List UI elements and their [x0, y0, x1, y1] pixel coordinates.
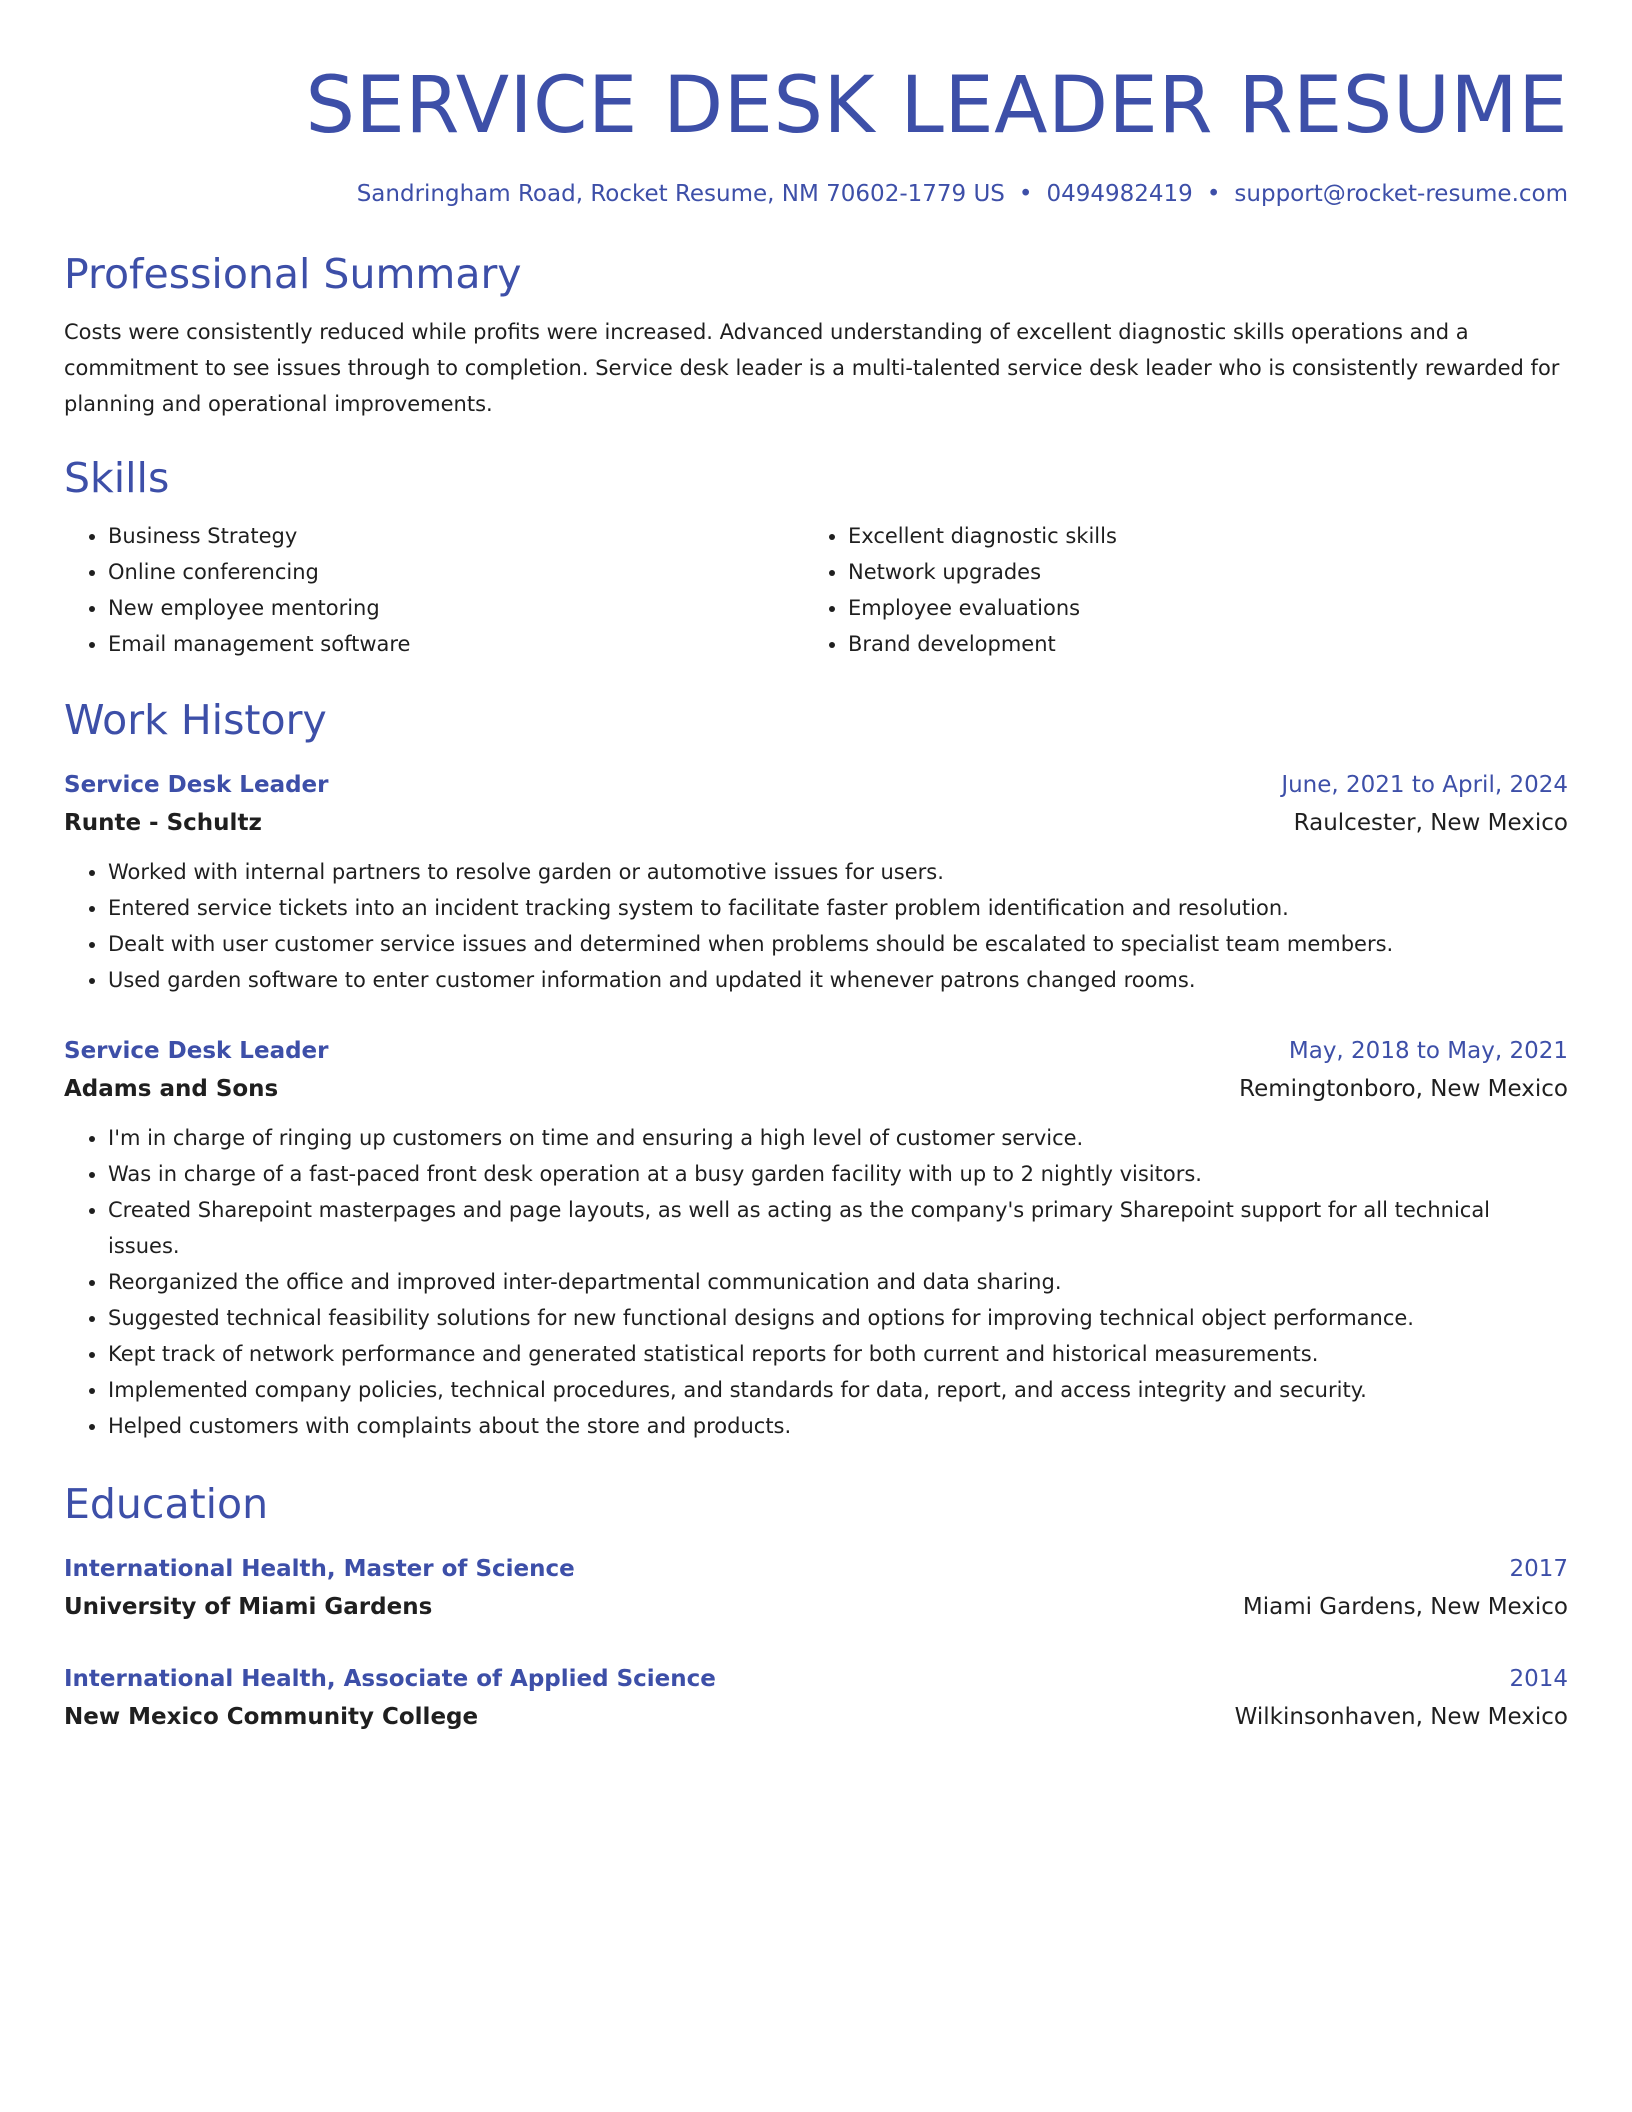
job-bullet: • Was in charge of a fast-paced front desk operation at a busy garden facility with up to 2 nightly visitors.: [108, 1156, 1568, 1192]
job-bullets: [64, 854, 1568, 998]
job-bullets: [64, 1120, 1568, 1444]
skill-item: • Employee evaluations: [848, 590, 1544, 626]
education-entry: [64, 1660, 1568, 1736]
job-location: Raulcester, New Mexico: [1293, 810, 1568, 836]
job-title-row: [64, 1032, 1568, 1070]
skills-heading: Skills: [64, 454, 170, 502]
skill-item: • Online conferencing: [108, 554, 804, 590]
job-entry: [64, 1032, 1568, 1444]
skill-item: • New employee mentoring: [108, 590, 804, 626]
degree-title: International Health, Master of Science: [64, 1556, 575, 1582]
job-bullet: • Implemented company policies, technical procedures, and standards for data, report, and access integrity and security.: [108, 1372, 1568, 1408]
job-entry: [64, 766, 1568, 998]
job-company: Adams and Sons: [64, 1076, 279, 1102]
job-dates: June, 2021 to April, 2024: [1281, 772, 1568, 798]
summary-heading: Professional Summary: [64, 250, 522, 298]
degree-row: [64, 1660, 1568, 1698]
job-company: Runte - Schultz: [64, 810, 262, 836]
job-bullet: • I'm in charge of ringing up customers on time and ensuring a high level of customer service.: [108, 1120, 1568, 1156]
education-heading: Education: [64, 1480, 269, 1528]
skills-column-right: [804, 518, 1544, 662]
job-bullet: • Reorganized the office and improved inter-departmental communication and data sharing.: [108, 1264, 1568, 1300]
job-title-row: [64, 766, 1568, 804]
school-location: Miami Gardens, New Mexico: [1242, 1594, 1568, 1620]
skill-item: • Brand development: [848, 626, 1544, 662]
skills-list: [64, 518, 1568, 662]
contact-line: [64, 178, 1568, 210]
job-bullet: • Worked with internal partners to resolve garden or automotive issues for users.: [108, 854, 1568, 890]
contact-separator: •: [1206, 181, 1221, 207]
skills-column-left: [64, 518, 804, 662]
job-bullet: • Helped customers with complaints about the store and products.: [108, 1408, 1568, 1444]
job-bullet: • Created Sharepoint masterpages and page layouts, as well as acting as the company's primary Sharepoint support for all technical issues.: [108, 1192, 1568, 1264]
degree-year: 2014: [1509, 1666, 1568, 1692]
school-location: Wilkinsonhaven, New Mexico: [1234, 1704, 1568, 1730]
job-dates: May, 2018 to May, 2021: [1288, 1038, 1568, 1064]
job-title: Service Desk Leader: [64, 772, 329, 798]
contact-phone: 0494982419: [1046, 181, 1193, 207]
degree-title: International Health, Associate of Applied Science: [64, 1666, 716, 1692]
contact-email: support@rocket-resume.com: [1234, 181, 1568, 207]
work-history-heading: Work History: [64, 696, 327, 744]
resume-header: [64, 56, 1568, 210]
job-bullet: • Kept track of network performance and generated statistical reports for both current and historical measurements.: [108, 1336, 1568, 1372]
school-row: [64, 1698, 1568, 1736]
contact-address: Sandringham Road, Rocket Resume, NM 70602-1779 US: [356, 181, 1005, 207]
skill-item: • Email management software: [108, 626, 804, 662]
summary-text: Costs were consistently reduced while profits were increased. Advanced understanding of excellent diagnostic skills operations and a commitment to see issues through to completion. Service desk leader is a multi-talented service desk leader who is consistently rewarded for planning and operational improvements.: [64, 320, 1560, 416]
school-name: University of Miami Gardens: [64, 1594, 433, 1620]
job-company-row: [64, 1070, 1568, 1108]
degree-row: [64, 1550, 1568, 1588]
skill-item: • Excellent diagnostic skills: [848, 518, 1544, 554]
job-bullet: • Dealt with user customer service issues and determined when problems should be escalated to specialist team members.: [108, 926, 1568, 962]
job-bullet: • Entered service tickets into an incident tracking system to facilitate faster problem identification and resolution.: [108, 890, 1568, 926]
job-title: Service Desk Leader: [64, 1038, 329, 1064]
school-row: [64, 1588, 1568, 1626]
school-name: New Mexico Community College: [64, 1704, 479, 1730]
job-bullet: • Suggested technical feasibility solutions for new functional designs and options for improving technical object performance.: [108, 1300, 1568, 1336]
degree-year: 2017: [1509, 1556, 1568, 1582]
contact-separator: •: [1018, 181, 1033, 207]
job-company-row: [64, 804, 1568, 842]
job-location: Remingtonboro, New Mexico: [1239, 1076, 1568, 1102]
resume-title: SERVICE DESK LEADER RESUME: [305, 61, 1568, 151]
skill-item: • Network upgrades: [848, 554, 1544, 590]
skill-item: • Business Strategy: [108, 518, 804, 554]
education-entry: [64, 1550, 1568, 1626]
job-bullet: • Used garden software to enter customer information and updated it whenever patrons changed rooms.: [108, 962, 1568, 998]
